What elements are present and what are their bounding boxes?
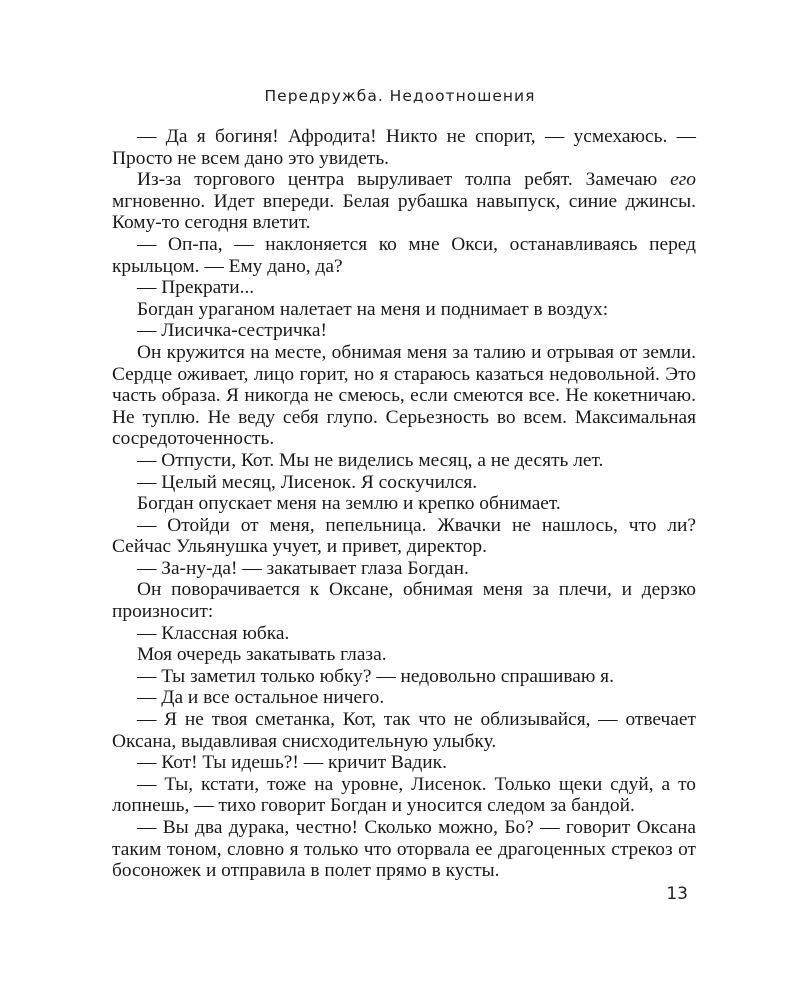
paragraph (112, 515, 696, 558)
paragraph (112, 579, 696, 622)
paragraph (112, 558, 696, 580)
paragraph (112, 493, 696, 515)
running-header: Передружба. Недоотношения (264, 87, 536, 105)
page-number: 13 (666, 884, 688, 904)
paragraph (112, 277, 696, 299)
paragraph (112, 752, 696, 774)
paragraph-text: Богдан ураганом налетает на меня и поднимает в воздух: (137, 298, 609, 320)
paragraph (112, 234, 696, 277)
paragraph (112, 817, 696, 882)
paragraph (112, 774, 696, 817)
paragraph-text: — Отпусти, Кот. Мы не виделись месяц, а не десять лет. (137, 449, 604, 471)
paragraph (112, 450, 696, 472)
paragraph (112, 299, 696, 321)
paragraph (112, 169, 696, 234)
emphasized-text: его (670, 169, 696, 191)
paragraph (112, 472, 696, 494)
paragraph-text: мгновенно. Идет впереди. Белая рубашка навыпуск, синие джинсы. Кому-то сегодня влетит. (112, 190, 696, 234)
paragraph (112, 666, 696, 688)
paragraph (112, 709, 696, 752)
paragraph-text: — Классная юбка. (137, 622, 290, 644)
paragraph (112, 687, 696, 709)
paragraph-text: — Целый месяц, Лисенок. Я соскучился. (137, 471, 478, 493)
paragraph-text: Из-за торгового центра выруливает толпа ребят. Замечаю (137, 169, 671, 191)
paragraph-text: Богдан опускает меня на землю и крепко обнимает. (137, 493, 561, 515)
paragraph-text: — Да и все остальное ничего. (137, 687, 385, 709)
paragraph-text: — Вы два дурака, честно! Сколько можно, Бо? — говорит Оксана таким тоном, словно я только что оторвала ее драгоценных стрекоз от босоножек и отправила в полет прямо в кусты. (112, 817, 696, 882)
paragraph-text: — Отойди от меня, пепельница. Жвачки не нашлось, что ли? Сейчас Ульянушка учует, и привет, директор. (112, 514, 696, 558)
paragraph-text: — Прекрати... (137, 277, 255, 299)
paragraph-text: — Да я богиня! Афродита! Никто не спорит, — усмехаюсь. — Просто не всем дано это увидеть. (112, 126, 696, 169)
paragraph (112, 342, 696, 450)
paragraph (112, 126, 696, 169)
paragraph (112, 644, 696, 666)
paragraph-text: Моя очередь закатывать глаза. (137, 644, 387, 666)
paragraph-text: — Кот! Ты идешь?! — кричит Вадик. (137, 752, 447, 774)
paragraph-text: Он поворачивается к Оксане, обнимая меня за плечи, и дерзко произносит: (112, 579, 696, 623)
paragraph-text: — За-ну-да! — закатывает глаза Богдан. (137, 557, 469, 579)
paragraph-text: — Ты заметил только юбку? — недовольно спрашиваю я. (137, 665, 614, 687)
paragraph-text: — Оп-па, — наклоняется ко мне Окси, останавливаясь перед крыльцом. — Ему дано, да? (112, 233, 696, 277)
paragraph (112, 320, 696, 342)
paragraph-text: — Я не твоя сметанка, Кот, так что не облизывайся, — отвечает Оксана, выдавливая снисходительную улыбку. (112, 709, 696, 752)
paragraph-text: — Лисичка-сестричка! (137, 320, 327, 342)
paragraph-text: Он кружится на месте, обнимая меня за талию и отрывая от земли. Сердце оживает, лицо горит, но я стараюсь казаться недовольной. Это часть образа. Я никогда не смеюсь, если смеются все. Не кокетничаю. Не туплю. Не веду себя глупо. Серьезность во всем. Максимальная сосредоточенность. (112, 341, 696, 450)
paragraph (112, 623, 696, 645)
paragraph-text: — Ты, кстати, тоже на уровне, Лисенок. Только щеки сдуй, а то лопнешь, — тихо говорит Богдан и уносится следом за бандой. (112, 773, 696, 817)
body-text (112, 126, 696, 882)
